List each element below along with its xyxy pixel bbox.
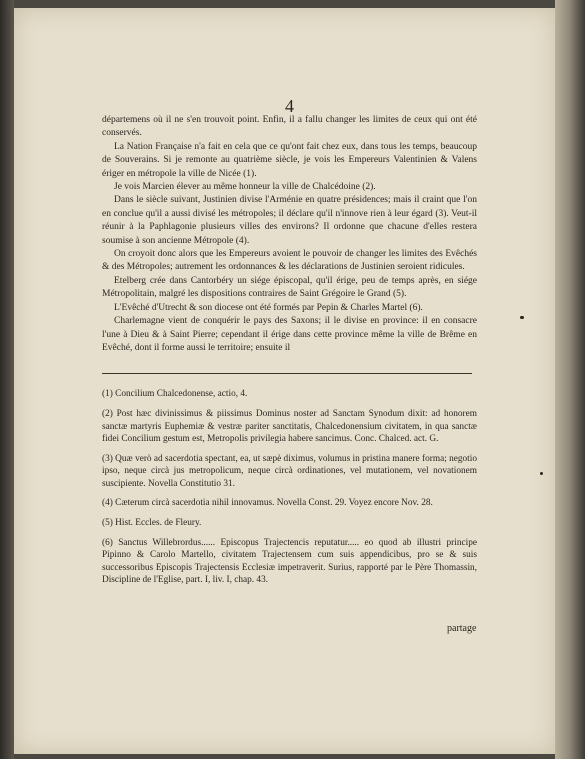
footnote: (1) Concilium Chalcedonense, actio, 4. [102,389,248,400]
footnote: (3) Quæ verò ad sacerdotia spectant, ea, ut sæpè diximus, volumus in pristina manere forma; negotio ipso, neque circà jus metropolicum, neque circà ordinationes, vel mutationem, vel novationem suscipiente. Novella Constitutio 31. [102,453,477,489]
footnote-separator [102,373,472,374]
body-paragraph: Etelberg crée dans Cantorbéry un siége épiscopal, qu'il érige, peu de temps après, en siége Métropolitain, malgré les dispositions contraires de Saint Grégoire le Grand (5). [102,275,477,300]
body-paragraph: Charlemagne vient de conquérir le pays des Saxons; il le divise en province: il en consacre l'une à Dieu & à Saint Pierre; cependant il érige dans cette province même la ville de Brême en Evêché, dont il forme aussi le territoire; ensuite il [102,316,477,353]
body-paragraph: départemens où il ne s'en trouvoit point. Enfin, il a fallu changer les limites de ceux qui ont été conservés. [102,115,477,139]
footnote: (5) Hist. Eccles. de Fleury. [102,518,202,529]
footnote: (4) Cæterum circà sacerdotia nihil innovamus. Novella Const. 29. Voyez encore Nov. 28. [102,498,433,509]
page-content [102,114,477,594]
book-spine-shadow [0,0,14,759]
next-page-edge [555,0,585,759]
page-number: 4 [285,96,294,116]
body-paragraph: La Nation Française n'a fait en cela que ce qu'ont fait chez eux, dans tous les temps, beaucoup de Souverains. Si je remonte au quatrième siècle, je vois les Empereurs Valentinien & Valens ériger en métropole la ville de Nicée (1). [102,141,477,179]
body-paragraph: L'Evêché d'Utrecht & son diocese ont été formés par Pepin & Charles Martel (6). [114,302,423,313]
footnote: (2) Post hæc divinissimus & piissimus Dominus noster ad Sanctam Synodum dixit: ad honorem sanctæ martyris Euphemiæ & vestræ pariter sanctitatis, Chalcedonensium civitatem, in qua sanctæ fidei Concilium gestum est, Metropolis privilegia habere sancimus. Conc. Chalced. act. G. [102,408,477,445]
body-paragraph: Je vois Marcien élever au même honneur la ville de Chalcédoine (2). [114,182,376,193]
ink-speck [520,316,524,319]
catchword: partage [447,623,477,634]
body-paragraph: On croyoit donc alors que les Empereurs avoient le pouvoir de changer les limites des Evêchés & des Métropoles; autrement les ordonnances & les déclarations de Justinien seroient ridicules. [102,249,477,273]
footnote: (6) Sanctus Willebrordus...... Episcopus Trajectencis reputatur..... eo quod ab illustri principe Pipinno & Carolo Martello, civitatem Trajectensem cum suis appendicibus, pro se & suis successoribus Episcopis Trajectensis Ecclesiæ impetraverit. Surius, rapporté par le Père Thomassin, Discipline de l'Eglise, part. I, liv. I, chap. 43. [102,537,477,586]
ink-speck [540,472,543,475]
body-paragraph: Dans le siècle suivant, Justinien divise l'Arménie en quatre présidences; mais il craint que l'on en conclue qu'il a aussi divisé les métropoles; il déclare qu'il n'innove rien à leur égard (3). Veut-il réunir à la Paphlagonie plusieurs villes des environs? Il ordonne que chacune d'elles restera soumise à son ancienne Métropole (4). [102,195,477,246]
